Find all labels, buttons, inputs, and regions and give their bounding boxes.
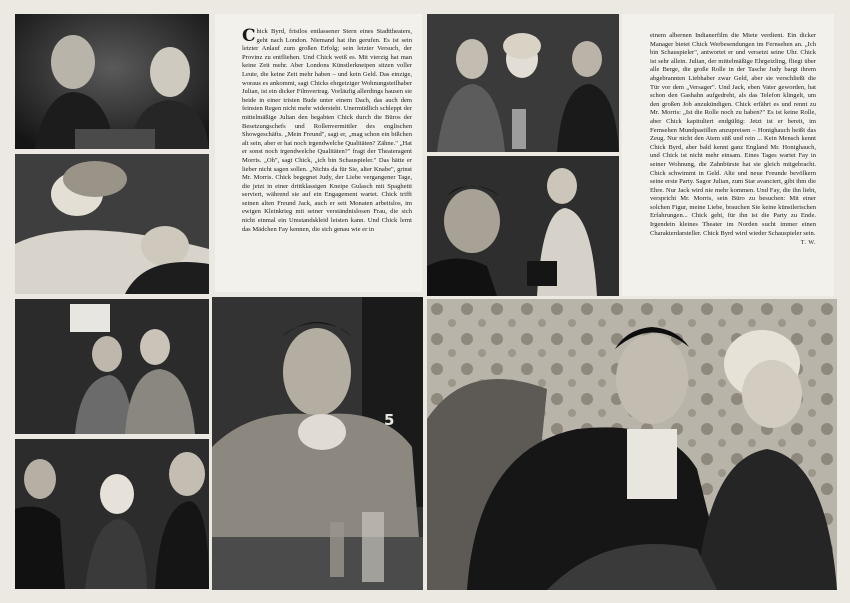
- photo-couple-bed: [15, 154, 209, 294]
- article-body-right: einem albernen Indianerfilm die Miete verdient. Ein dicker Manager bietet Chick Werbesendungen im Fernsehen an. „Ich bin Schauspieler", antwortet er und versetzt seine Uhr. Chick ist sehr allein. Julian, der mittelmäßige Ehrgeizling, fliegt über alle Berge, die große Rolle in der Tasche Judy bargt ihrem abgebrannten Liebhaber zwar Geld, aber sie verschließt die Tür vor dem „Versager". Und Jack, eben Vater geworden, hat schon den Gashahn aufgedreht, als das Telefon klingelt, um den großen Job anzukündigen. Chick erfährt es und rennt zu Mr. Morris: „Ist die Rolle noch zu haben?" Es ist keine Rolle, aber Chick kapituliert endgültig: Jetzt ist er bereit, im Fernsehen Mundpastillen anzupreisen – Honighauch heißt das Zeug. Nur nicht den Atem süß und rein ... Kein Mensch kennt Chick Byrd, aber bald kennt ganz England Mr. Honighauch, und Chick ist nicht mehr einsam. Eines Tages wartet Fay in seiner Wohnung, die Zahnbürste hat sie gleich mitgebracht. Chick schwimmt in Geld. Alte und neue Freunde bevölkern seine erste Party. Sagor Julian, zum Star avanciert, gibt ihm die Ehre. Nur Jack wird nie mehr kommen. Und Fay, die ihn liebt, verspricht Mr. Morris, sein Büro zu besuchen: Mit einer solchen Figur, meine Liebe, brauchen Sie keine künstlerischen Erfahrungen... Chick geht, für ihn ist die Party zu Ende. Irgendein kleines Theater im Norden sucht immer einen Charakterdarsteller. Chick Byrd wird wieder Schauspieler sein.: [650, 32, 816, 237]
- drop-cap: C: [242, 26, 256, 46]
- article-paragraph: [242, 28, 412, 234]
- author-signature: T. W.: [800, 240, 816, 247]
- photo-man-handkerchief: [212, 297, 423, 590]
- photo-group-scene: [15, 439, 209, 589]
- panel-number: 5: [384, 411, 395, 429]
- article-text-right: [622, 14, 834, 296]
- photo-two-men-bar: [15, 14, 209, 149]
- photo-couple-sofa: [427, 299, 837, 590]
- article-text-left: [215, 14, 422, 292]
- photo-two-men-room: [15, 299, 209, 434]
- photo-men-telephone: [427, 156, 619, 296]
- article-body-left: hick Byrd, fristlos entlassener Stern eines Stadttheaters, geht nach London. Niemand hat ihn gerufen. Es ist sein letzter Anlauf zum großen Erfolg; sein letzter Versuch, der Provinz zu entfliehen. Und Chick weiß es. Mit vierzig hat man keine Zeit mehr. Aber Londons Künstlerkneipen sitzen voller Leute, die keine Zeit mehr haben – und kein Geld. Das einzige, woraus es ankommt, sagt Chicks ehrgeiziger Wohnungsteilhaber Julian, ist ein dicker Filmvertrag. Vorläufig allerdings hausen sie beide in einer tristen Bude unter einem Dach, das auch dem feinsten Regen nicht mehr widersteht. Unermüdlich schleppt der mittelmäßige Julian den begabten Chick durch die Büros der Besetzungschefs und Rollenvermittler des englischen Showgeschäfts. „Mein Freund", sagt er, „mag schon ein bißchen alt sein, aber er hat noch irgendwelche Qualitäten? Zähne." „Hat er sonst noch irgendwelche Qualitäten?" fragt der Theateragent Morris. „Oh", sagt Chick, „ich bin Schauspieler." Das hätte er lieber nicht sagen sollen. „Nichts da für Sie, alter Knabe", grinst Mr. Morris. Chick begegnet Judy, der Liebe vergangener Tage, die jetzt in einer drittklassigen Kneipe Gulasch mit Spaghetti serviert, während sie auf ein Engagement wartet. Chick trifft seinen alten Freund Jack, auch er seit Monaten arbeitslos, im ewigen Kleinkrieg mit seiner verständnislosen Frau, die sich nicht einmal ein Umstandskleid leisten kann. Und Chick lernt das Mädchen Fay kennen, die sich genau wie er in: [242, 28, 412, 233]
- photo-bar-crowd: [427, 14, 619, 152]
